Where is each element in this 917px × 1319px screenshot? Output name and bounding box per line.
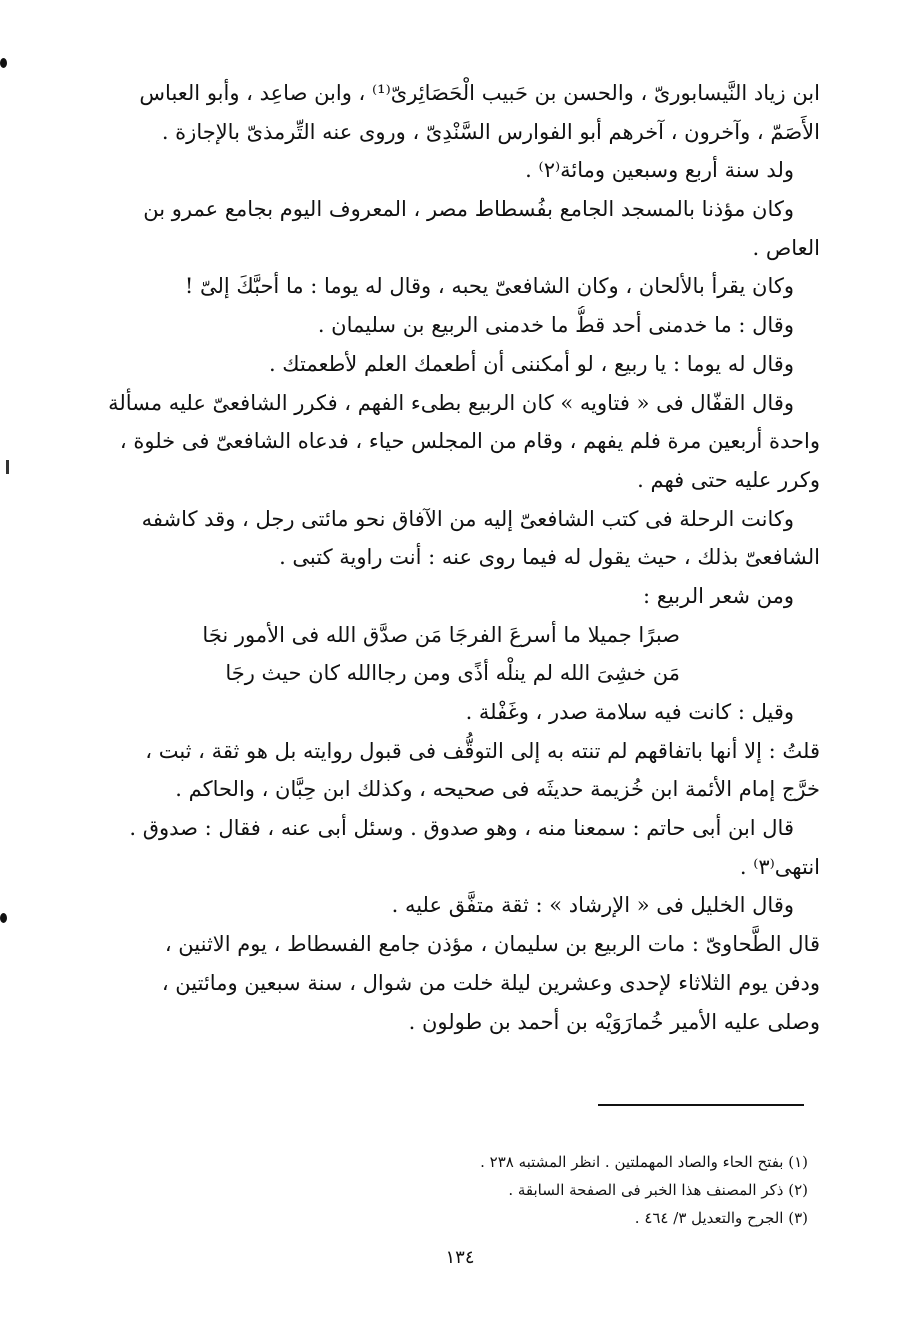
text-line: وكان يقرأ بالألحان ، وكان الشافعىّ يحبه ، وقال له يوما : ما أحبَّكَ إلىّ !: [184, 274, 794, 299]
text-line: الأَصَمّ ، وآخرون ، آخرهم أبو الفوارس السَّنْدِىّ ، وروى عنه التِّرمذىّ بالإجازة .: [161, 119, 820, 144]
footnotes: [400, 1148, 808, 1232]
text-line: قلتُ : إلا أنها باتفاقهم لم تنته به إلى التوقُّف فى قبول روايته بل هو ثقة ، ثبت ،: [145, 738, 820, 763]
text-line: وكان مؤذنا بالمسجد الجامع بفُسطاط مصر ، المعروف اليوم بجامع عمرو بن: [143, 197, 794, 222]
main-text: [88, 74, 820, 1041]
text-line: وصلى عليه الأمير خُمارَوَيْه بن أحمد بن طولون .: [408, 1009, 820, 1034]
text-line: وقال القفّال فى « فتاويه » كان الربيع بطىء الفهم ، فكرر الشافعىّ عليه مسألة: [108, 390, 794, 415]
text-line: قال الطَّحاوىّ : مات الربيع بن سليمان ، مؤذن جامع الفسطاط ، يوم الاثنين ،: [164, 932, 820, 957]
text-line: واحدة أربعين مرة فلم يفهم ، وقام من المجلس حياء ، فدعاه الشافعىّ فى خلوة ،: [119, 429, 820, 454]
footnote: (٢) ذكر المصنف هذا الخبر فى الصفحة السابقة .: [508, 1181, 808, 1199]
text-line: وقال الخليل فى « الإرشاد » : ثقة متفَّق عليه .: [391, 893, 794, 918]
text-line: وكرر عليه حتى فهم .: [637, 467, 820, 492]
text-line: ودفن يوم الثلاثاء لإحدى وعشرين ليلة خلت من شوال ، سنة سبعين ومائتين ،: [161, 970, 820, 995]
text-line: ومن شعر الربيع :: [643, 583, 794, 608]
text-line: انتهى⁽٣⁾ .: [739, 854, 820, 879]
poem-verse: صبرًا جميلا ما أسرعَ الفرجَا مَن صدَّق الله فى الأمور نجَا: [202, 622, 680, 647]
binding-mark: [0, 913, 7, 923]
footnote: (١) بفتح الحاء والصاد المهملتين . انظر المشتبه ٢٣٨ .: [480, 1153, 808, 1171]
text-line: وقيل : كانت فيه سلامة صدر ، وغَفْلة .: [465, 700, 794, 724]
poem-verse: مَن خشِىَ الله لم ينلْه أذًى ومن رجاالله كان حيث رجَا: [225, 661, 680, 686]
binding-mark: [0, 58, 7, 68]
margin-mark: [6, 460, 9, 474]
text-line: الشافعىّ بذلك ، حيث يقول له فيما روى عنه : أنت راوية كتبى .: [279, 545, 820, 570]
text-line: خرَّج إمام الأئمة ابن خُزيمة حديثَه فى صحيحه ، وكذلك ابن حِبَّان ، والحاكم .: [175, 777, 820, 802]
text-line: ابن زياد النَّيسابورىّ ، والحسن بن حَبيب الْحَصَائِرىّ⁽¹⁾ ، وابن صاعِد ، وأبو العباس: [139, 81, 820, 105]
text-line: ولد سنة أربع وسبعين ومائة⁽٢⁾ .: [525, 158, 794, 183]
text-line: وقال : ما خدمنى أحد قطُّ ما خدمنى الربيع بن سليمان .: [317, 313, 794, 338]
footnote: (٣) الجرح والتعديل ٣/ ٤٦٤ .: [634, 1209, 808, 1227]
text-line: العاص .: [752, 235, 820, 260]
footnote-separator: [598, 1104, 804, 1106]
text-line: قال ابن أبى حاتم : سمعنا منه ، وهو صدوق . وسئل أبى عنه ، فقال : صدوق .: [129, 816, 794, 841]
text-line: وكانت الرحلة فى كتب الشافعىّ إليه من الآفاق نحو مائتى رجل ، وقد كاشفه: [141, 506, 794, 531]
text-line: وقال له يوما : يا ربيع ، لو أمكننى أن أطعمك العلم لأطعمتك .: [268, 351, 794, 376]
page-number: ١٣٤: [445, 1247, 475, 1268]
